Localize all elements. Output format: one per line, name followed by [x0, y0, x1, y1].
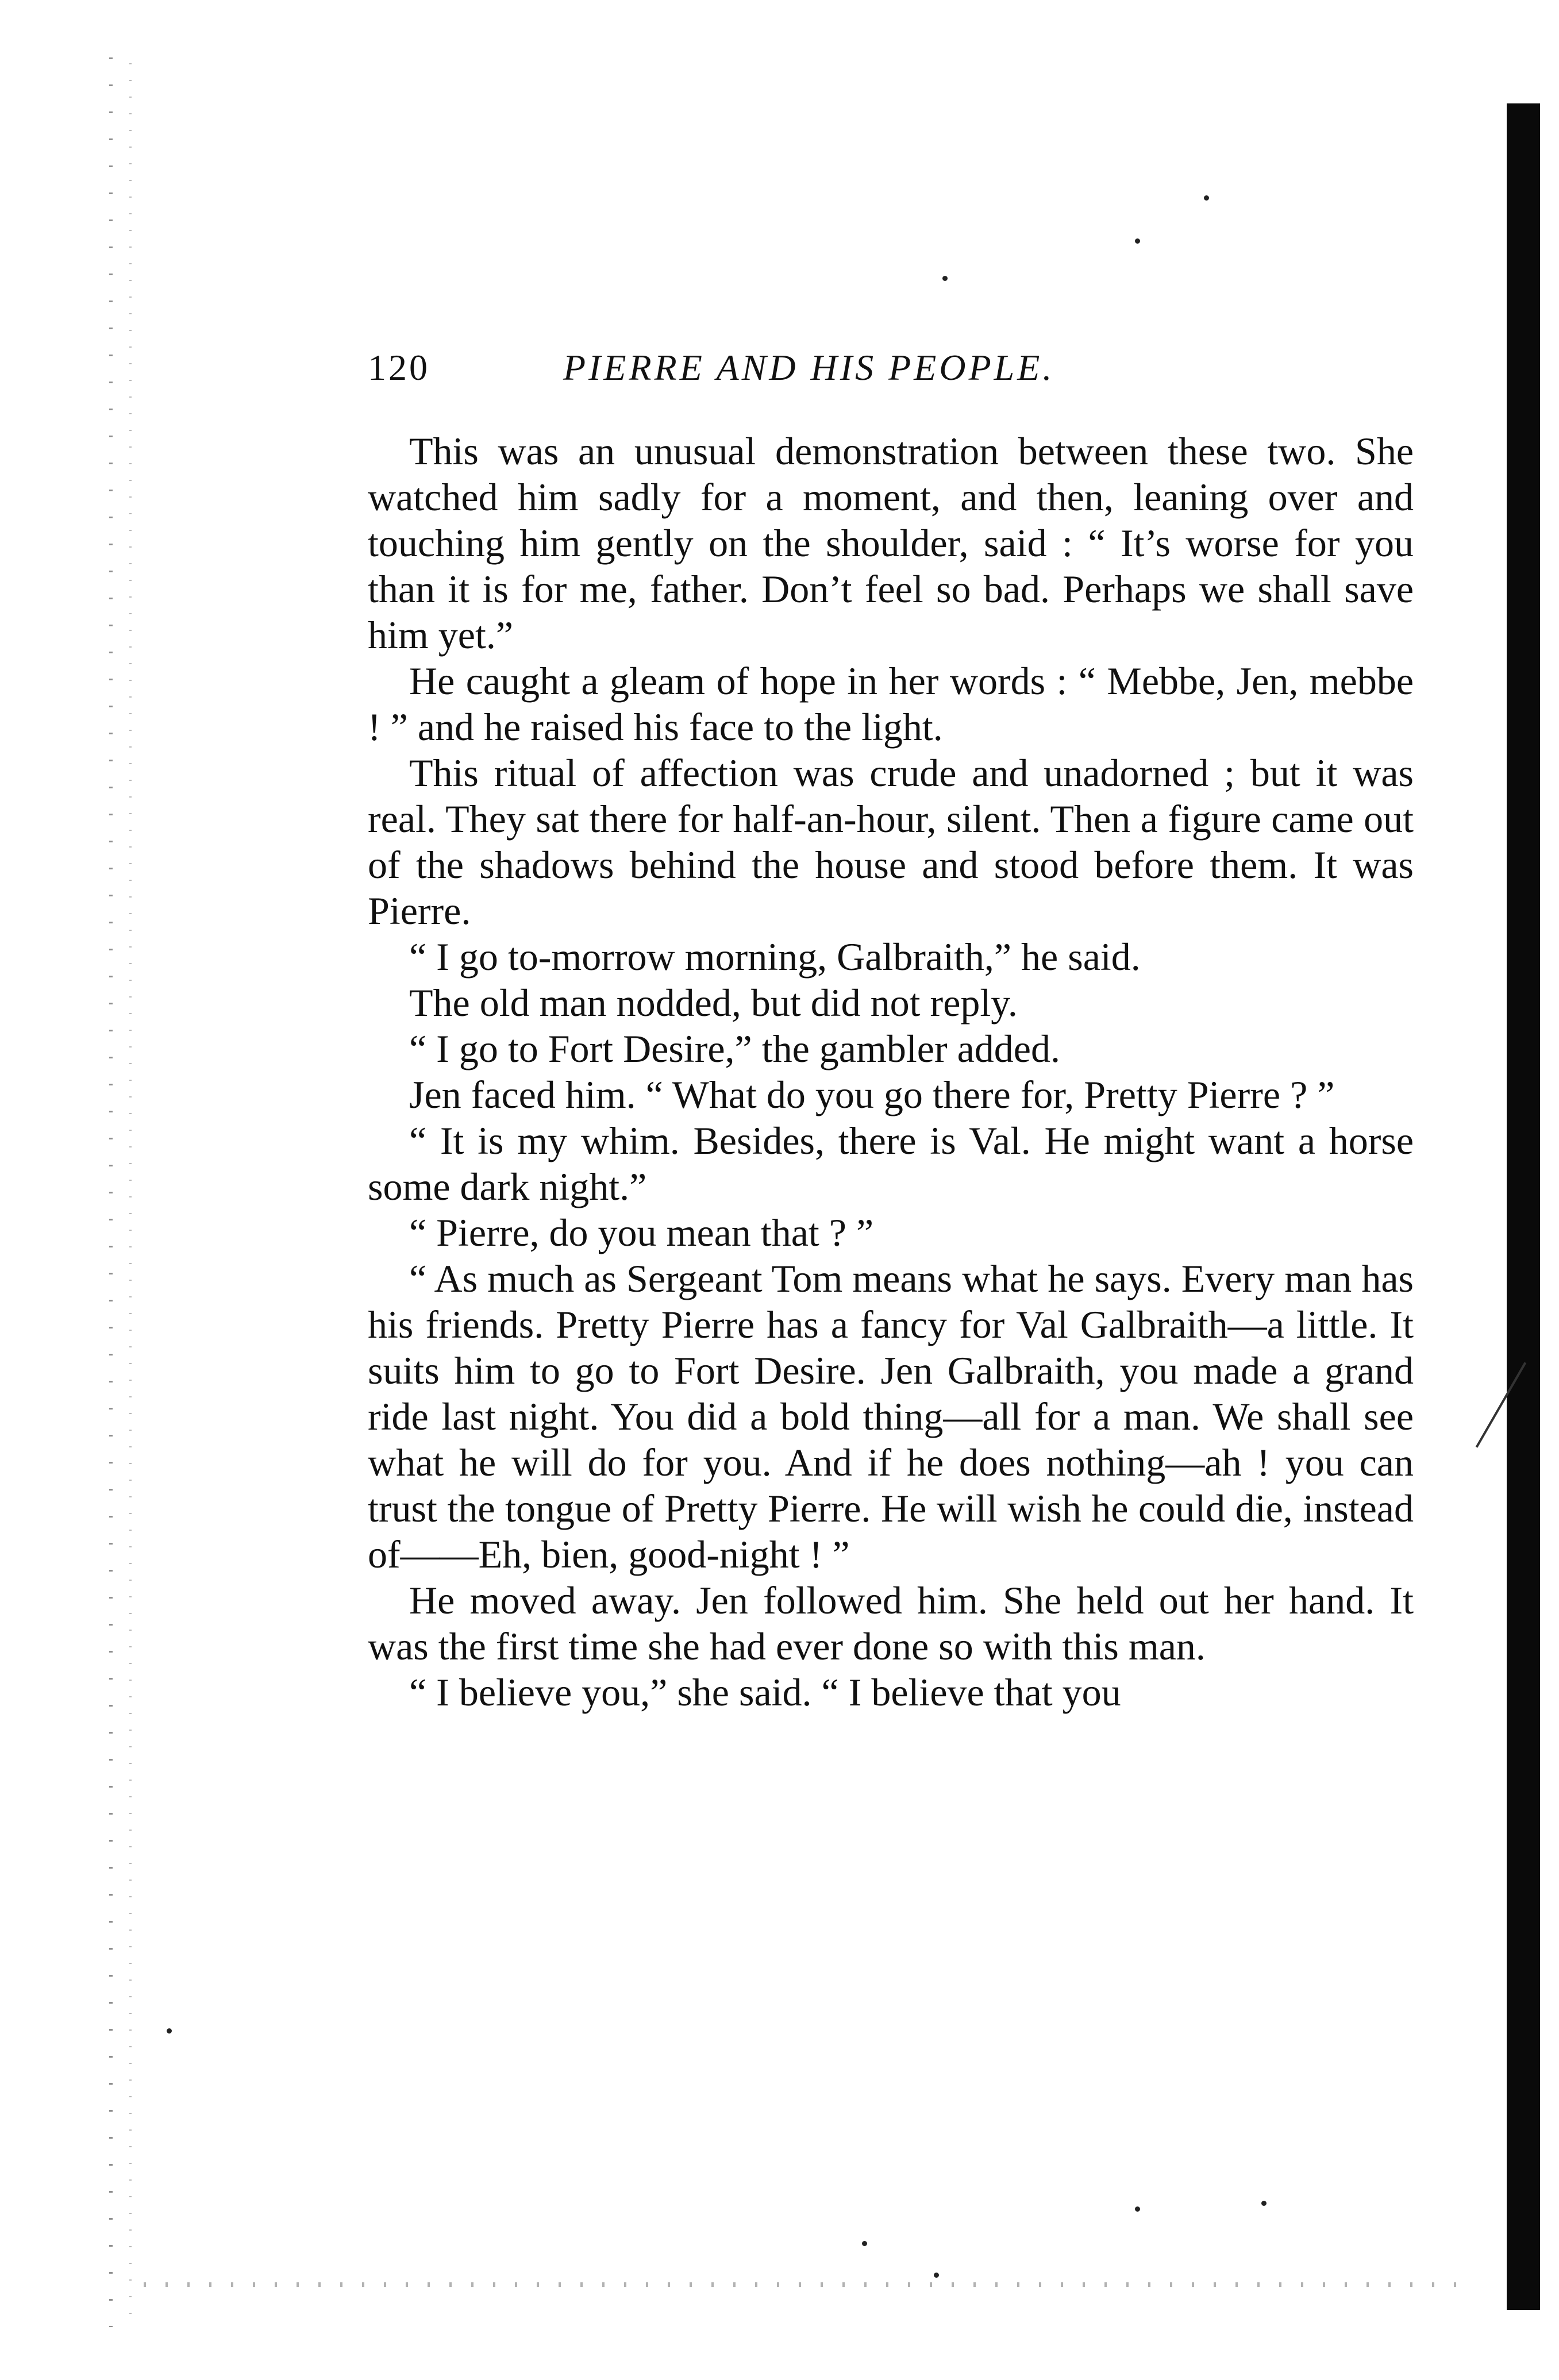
- paragraph: “ I go to Fort Desire,” the gambler added.: [409, 1027, 1060, 1070]
- scan-edge-noise: [86, 57, 149, 2327]
- paragraph: “ Pierre, do you mean that ? ”: [409, 1211, 874, 1254]
- paragraph: “ I believe you,” she said. “ I believe that you: [409, 1670, 1121, 1714]
- body-text: [368, 428, 1414, 1715]
- page-header: [368, 342, 1190, 394]
- paragraph: “ As much as Sergeant Tom means what he says. Every man has his friends. Pretty Pierre has a fancy for Val Galbraith—a little. It suits him to go to Fort Desire. Jen Galbraith, you made a grand ride last night. You did a bold thing—all for a man. We shall see what he will do for you. And if he does nothing—ah ! you can trust the tongue of Pretty Pierre. He will wish he could die, instead of——Eh, bien, good-night ! ”: [368, 1257, 1414, 1576]
- paragraph: “ I go to-morrow morning, Galbraith,” he said.: [409, 935, 1141, 979]
- scan-speck: [1204, 195, 1209, 201]
- scan-speck: [1135, 2206, 1140, 2212]
- paragraph: This was an unusual demonstration between these two. She watched him sadly for a moment, and then, leaning over and touching him gently on the shoulder, said : “ It’s worse for you than it is for me, father. Don’t feel so bad. Perhaps we shall save him yet.”: [368, 429, 1414, 657]
- paragraph: This ritual of affection was crude and unadorned ; but it was real. They sat there for half-an-hour, silent. Then a figure came out of the shadows behind the house and stood before them. It was Pierre.: [368, 751, 1414, 933]
- scan-speck: [862, 2241, 867, 2246]
- scan-binding-shadow: [1507, 103, 1540, 2310]
- paragraph: The old man nodded, but did not reply.: [409, 981, 1018, 1025]
- scan-speck: [167, 2028, 172, 2034]
- paragraph: He moved away. Jen followed him. She held out her hand. It was the first time she had ever done so with this man.: [368, 1578, 1414, 1668]
- scan-speck: [934, 2273, 939, 2278]
- scan-speck: [942, 276, 948, 281]
- scan-bottom-noise: [144, 2282, 1465, 2287]
- paragraph: Jen faced him. “ What do you go there for, Pretty Pierre ? ”: [409, 1073, 1335, 1116]
- scan-speck: [1261, 2201, 1267, 2206]
- page-number: 120: [368, 347, 430, 388]
- paragraph: He caught a gleam of hope in her words : “ Mebbe, Jen, mebbe ! ” and he raised his face to the light.: [368, 659, 1414, 749]
- running-title: PIERRE AND HIS PEOPLE.: [563, 347, 1055, 388]
- scan-speck: [1135, 238, 1140, 244]
- paragraph: “ It is my whim. Besides, there is Val. He might want a horse some dark night.”: [368, 1119, 1414, 1208]
